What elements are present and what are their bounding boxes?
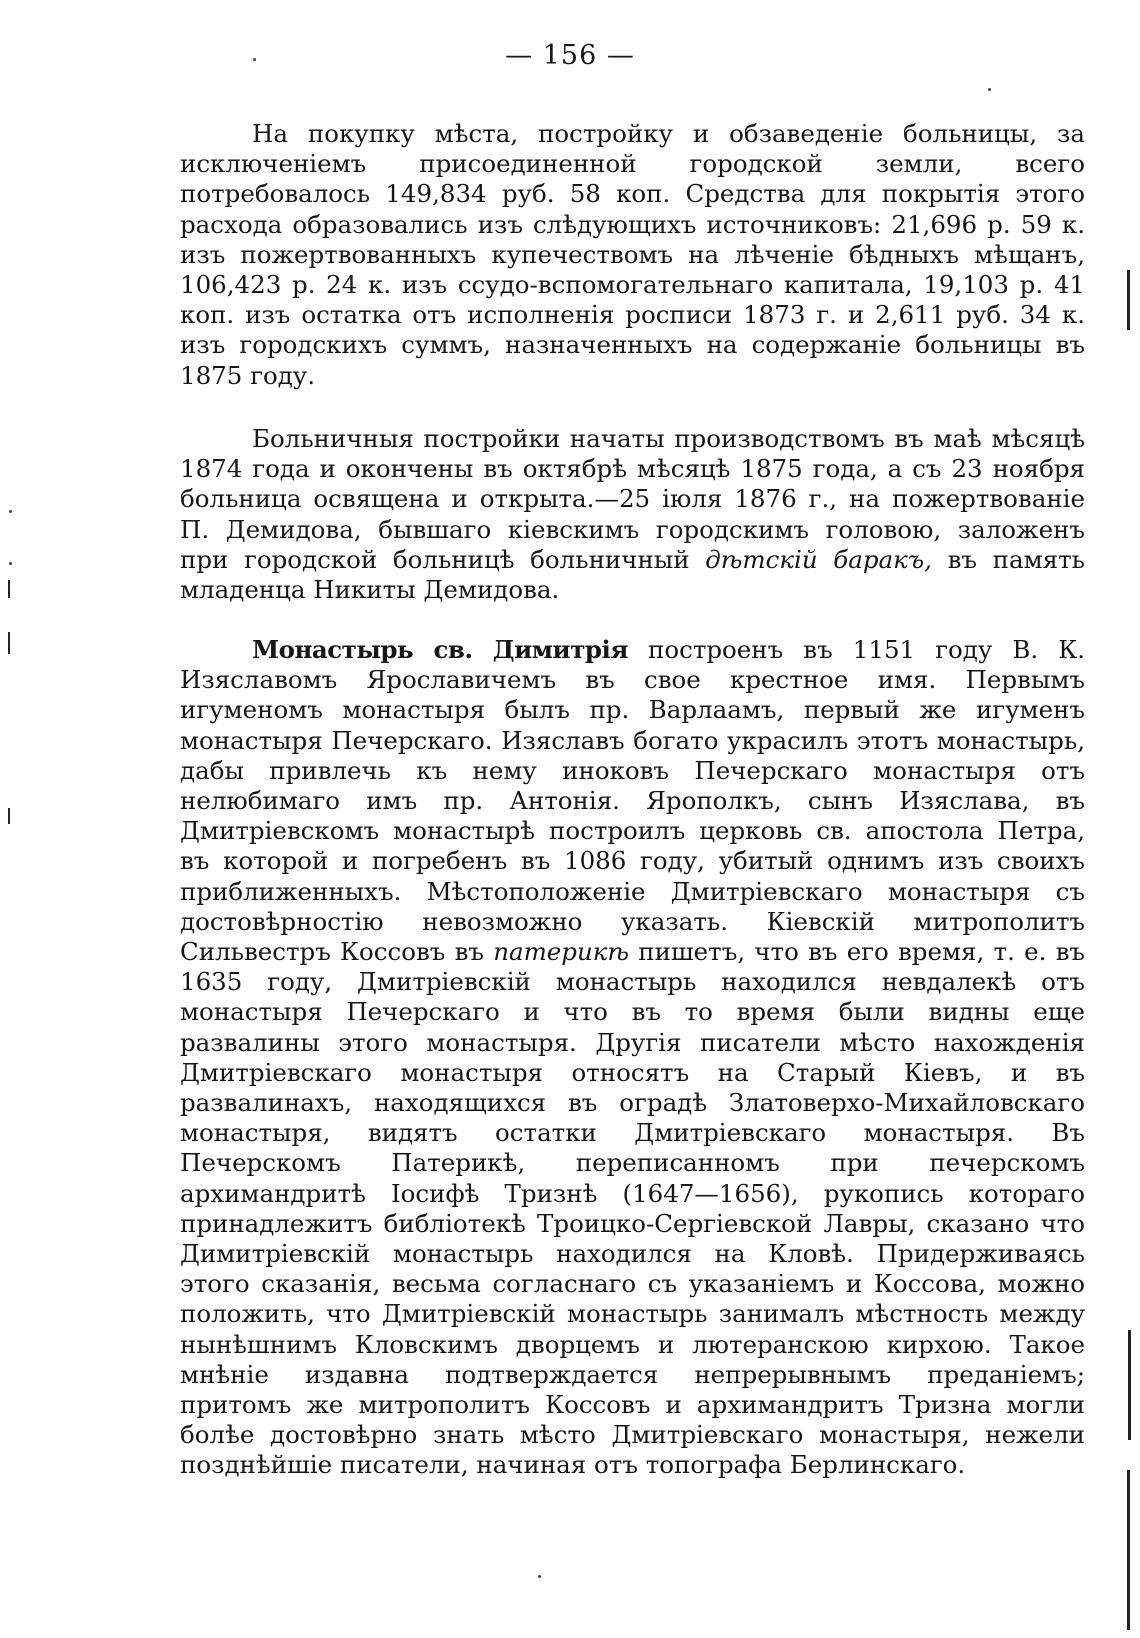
scan-mark-right-edge — [1127, 270, 1130, 330]
scan-speck — [538, 1575, 541, 1578]
paragraph-text: На покупку мѣста, постройку и обзаведеніе больницы, за исключеніемъ присоединенной городской земли, всего потребовалось 149,834 руб. 58 коп. Средства для покрытія этого расхода образовались изъ слѣдующихъ источниковъ: 21,696 р. 59 к. изъ пожертвованныхъ купечествомъ на лѣченіе бѣдныхъ мѣщанъ, 106,423 р. 24 к. изъ ссудо-вспомогательнаго капитала, 19,103 р. 41 коп. изъ остатка отъ исполненія росписи 1873 г. и 2,611 руб. 34 к. изъ городскихъ суммъ, назначенныхъ на содержаніе больницы въ 1875 году. — [180, 119, 1085, 390]
paragraph-hospital-construction — [180, 424, 1085, 605]
scan-mark-left-edge — [8, 808, 10, 824]
scan-mark-right-edge — [1128, 1330, 1131, 1440]
scan-mark-right-edge — [1127, 1470, 1130, 1630]
emphasis-text: патерикѣ — [493, 937, 630, 967]
page-number: — 156 — — [505, 40, 635, 71]
paragraph-hospital-funding — [180, 119, 1085, 391]
paragraph-text: Больничныя постройки начаты производствомъ въ маѣ мѣсяцѣ 1874 года и окончены въ октябрѣ мѣсяцѣ 1875 года, а съ 23 ноября больница освящена и открыта.—25 іюля 1876 г., на пожертвованіе П. Демидова, бывшаго кіевскимъ городскимъ головою, заложенъ при городской больницѣ больничный — [180, 424, 1085, 574]
scan-mark-left-edge — [8, 580, 10, 598]
scan-speck — [253, 58, 256, 61]
scan-speck — [9, 510, 12, 513]
scan-speck — [988, 88, 991, 91]
emphasis-text: дѣтскій баракъ, — [705, 544, 932, 574]
scan-mark-left-edge — [8, 632, 10, 654]
paragraph-monastery — [180, 635, 1085, 1481]
paragraph-text: пишетъ, что въ его время, т. е. въ 1635 году, Дмитріевскій монастырь находился невдалекѣ отъ монастыря Печерскаго и что въ то время были видны еще развалины этого монастыря. Другія писатели мѣсто нахожденія Дмитріевскаго монастыря относятъ на Старый Кіевъ, и въ развалинахъ, находящихся въ оградѣ Златоверхо-Михайловскаго монастыря, видятъ остатки Дмитріевскаго монастыря. Въ Печерскомъ Патерикѣ, переписанномъ при печерскомъ архимандритѣ Іосифѣ Тризнѣ (1647—1656), рукопись котораго принадлежитъ библіотекѣ Троицко-Сергіевской Лавры, сказано что Димитріевскій монастырь находился на Кловѣ. Придерживаясь этого сказанія, весьма согласнаго съ указаніемъ и Коссова, можно положить, что Дмитріевскій монастырь занималъ мѣстность между нынѣшнимъ Кловскимъ дворцемъ и лютеранскою кирхою. Такое мнѣніе издавна подтверждается непрерывнымъ преданіемъ; притомъ же митрополитъ Коссовъ и архимандритъ Тризна могли болѣе достовѣрно знать мѣсто Дмитріевскаго монастыря, нежели позднѣйшіе писатели, начиная отъ топографа Берлинскаго. — [180, 937, 1085, 1480]
paragraph-text: въ память младенца Никиты Демидова. — [180, 544, 1085, 605]
section-heading: Монастырь св. Димитрія — [252, 635, 628, 664]
paragraph-text: построенъ въ 1151 году В. К. Изяславомъ Ярославичемъ въ свое крестное имя. Первымъ игуменомъ монастыря былъ пр. Варлаамъ, первый же игуменъ монастыря Печерскаго. Изяславъ богато украсилъ этотъ монастырь, дабы привлечь къ нему иноковъ Печерскаго монастыря отъ нелюбимаго имъ пр. Антонія. Ярополкъ, сынъ Изяслава, въ Дмитріевскомъ монастырѣ построилъ церковь св. апостола Петра, въ которой и погребенъ въ 1086 году, убитый однимъ изъ своихъ приближенныхъ. Мѣстоположеніе Дмитріевскаго монастыря съ достовѣрностію невозможно указать. Кіевскій митрополитъ Сильвестръ Коссовъ въ — [180, 635, 1085, 967]
scan-speck — [9, 562, 12, 565]
